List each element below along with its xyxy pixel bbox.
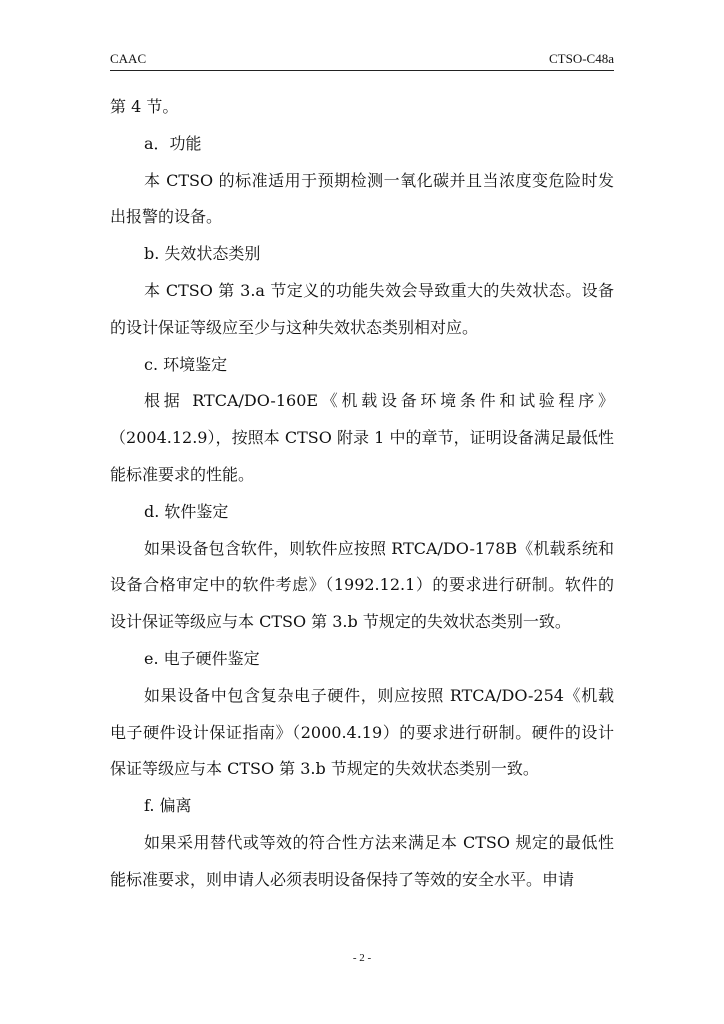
- section-heading-environmental: c. 环境鉴定: [144, 354, 228, 374]
- header-right-text: CTSO-C48a: [549, 51, 614, 66]
- page-header: [110, 50, 614, 71]
- header-left-text: CAAC: [110, 51, 147, 66]
- section-heading-failure-condition: b. 失效状态类别: [144, 244, 261, 264]
- page-number: - 2 -: [352, 952, 372, 964]
- paragraph-failure-condition: 本 CTSO 第 3.a 节定义的功能失效会导致重大的失效状态。设备的设计保证等级应至少与这种失效状态类别相对应。: [110, 280, 614, 337]
- paragraph-environmental: 根据 RTCA/DO-160E《机载设备环境条件和试验程序》（2004.12.9），按照本 CTSO 附录 1 中的章节，证明设备满足最低性能标准要求的性能。: [110, 391, 614, 484]
- section-heading-function: a．功能: [144, 133, 202, 153]
- paragraph-deviation: 如果采用替代或等效的符合性方法来满足本 CTSO 规定的最低性能标准要求，则申请人必须表明设备保持了等效的安全水平。申请: [110, 832, 614, 889]
- section-heading-hardware: e. 电子硬件鉴定: [144, 648, 260, 668]
- paragraph-function: 本 CTSO 的标准适用于预期检测一氧化碳并且当浓度变危险时发出报警的设备。: [110, 170, 614, 227]
- paragraph-hardware: 如果设备中包含复杂电子硬件，则应按照 RTCA/DO-254《机载电子硬件设计保证指南》（2000.4.19）的要求进行研制。硬件的设计保证等级应与本 CTSO 第 3.b 节规定的失效状态类别一致。: [110, 685, 614, 779]
- section-heading-deviation: f. 偏离: [144, 796, 192, 816]
- paragraph-software: 如果设备包含软件，则软件应按照 RTCA/DO-178B《机载系统和设备合格审定中的软件考虑》（1992.12.1）的要求进行研制。软件的设计保证等级应与本 CTSO 第 3.b 节规定的失效状态类别一致。: [110, 538, 614, 632]
- section-heading-software: d. 软件鉴定: [144, 501, 229, 521]
- paragraph-continuation: 第 4 节。: [110, 97, 179, 116]
- document-body: [110, 89, 614, 899]
